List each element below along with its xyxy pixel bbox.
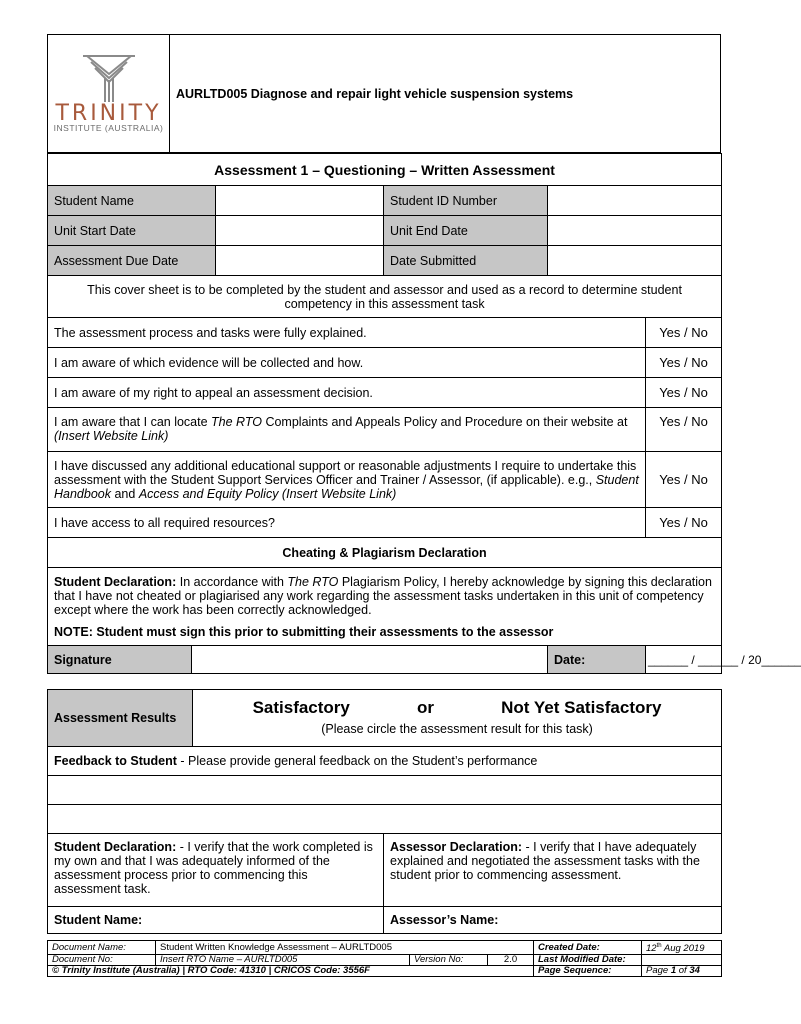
yes-no-resources[interactable]: Yes / No xyxy=(646,508,722,538)
statement-explained: The assessment process and tasks were fully explained. xyxy=(48,318,646,348)
yes-no-support[interactable]: Yes / No xyxy=(646,452,722,508)
statement-complaints-text-2: Complaints and Appeals Policy and Procedure on their website at xyxy=(261,415,628,429)
created-rest: Aug 2019 xyxy=(661,943,705,955)
statement-complaints-link: (Insert Website Link) xyxy=(54,429,169,443)
created-date xyxy=(642,941,722,955)
statement-appeal: I am aware of my right to appeal an assessment decision. xyxy=(48,378,646,408)
feedback-label: Feedback to Student xyxy=(54,754,177,768)
unit-end-field[interactable] xyxy=(548,216,722,246)
assessor-declaration-label: Assessor Declaration: xyxy=(390,840,523,854)
assessment-results xyxy=(47,689,722,934)
student-name-field[interactable] xyxy=(216,186,384,216)
or-text: or xyxy=(417,697,435,717)
statement-support-text: I have discussed any additional educational support or reasonable adjustments I require to undertake this assessment with the Student Support Services Officer and Trainer / Assessor, (if applicable). e.g., xyxy=(54,458,637,487)
statement-support-policy: Access and Equity Policy (Insert Website Link) xyxy=(138,486,397,501)
statement-complaints-text: I am aware that I can locate xyxy=(54,415,212,429)
signature-field[interactable] xyxy=(192,646,548,674)
doc-no: Insert RTO Name – AURLTD005 xyxy=(160,954,298,966)
plagiarism-heading: Cheating & Plagiarism Declaration xyxy=(48,538,722,568)
student-id-field[interactable] xyxy=(548,186,722,216)
student-verify-declaration xyxy=(48,834,384,907)
statement-complaints-rto: The RTO xyxy=(211,415,262,429)
assessor-name-sign[interactable]: Assessor’s Name: xyxy=(384,907,722,934)
feedback-instruction: - Please provide general feedback on the Student’s performance xyxy=(176,754,538,768)
unit-end-label: Unit End Date xyxy=(384,216,548,246)
logo xyxy=(48,35,170,153)
statement-complaints xyxy=(48,408,646,452)
assessor-declaration-text: - I verify that I have adequately explained and negotiated the assessment tasks with the student prior to commencing assessment. xyxy=(390,840,700,882)
results-label: Assessment Results xyxy=(48,690,193,747)
student-verify-label: Student Declaration: xyxy=(54,840,177,854)
feedback-line-2[interactable] xyxy=(48,805,722,834)
assessment-title: Assessment 1 – Questioning – Written Assessment xyxy=(48,154,722,186)
page-word: Page xyxy=(646,965,671,977)
not-yet-satisfactory-option[interactable]: Not Yet Satisfactory xyxy=(501,697,662,717)
created-sup: th xyxy=(656,943,662,949)
trinity-emblem-icon xyxy=(79,52,139,104)
logo-name: TRINITY xyxy=(55,101,162,126)
feedback-line-1[interactable] xyxy=(48,776,722,805)
statement-support-and: and xyxy=(111,486,139,501)
cover-note: This cover sheet is to be completed by the student and assessor and used as a record to determine student competency in this assessment task xyxy=(48,276,722,318)
date-submitted-field[interactable] xyxy=(548,246,722,276)
yes-no-appeal[interactable]: Yes / No xyxy=(646,378,722,408)
yes-no-complaints[interactable]: Yes / No xyxy=(646,408,722,452)
assessment-cover-sheet xyxy=(47,153,801,674)
statement-support xyxy=(48,452,646,508)
student-verify-text: - I verify that the work completed is my own and that I was adequately informed of the assessment process prior to commencing this assessment task. xyxy=(54,840,373,896)
statement-support-handbook: Student Handbook xyxy=(54,472,639,501)
unit-title: AURLTD005 Diagnose and repair light vehicle suspension systems xyxy=(170,35,721,153)
declaration-label: Student Declaration: xyxy=(54,575,177,589)
page-total: 34 xyxy=(689,965,700,977)
signature-label: Signature xyxy=(48,646,192,674)
declaration-note: NOTE: Student must sign this prior to submitting their assessments to the assessor xyxy=(54,625,554,639)
feedback-heading xyxy=(48,747,722,776)
last-modified-label: Last Modified Date: xyxy=(538,954,626,966)
statement-evidence: I am aware of which evidence will be collected and how. xyxy=(48,348,646,378)
unit-start-label: Unit Start Date xyxy=(48,216,216,246)
document-footer xyxy=(47,940,722,977)
doc-name-label: Document Name: xyxy=(52,941,126,953)
statement-resources: I have access to all required resources? xyxy=(48,508,646,538)
yes-no-evidence[interactable]: Yes / No xyxy=(646,348,722,378)
student-name-label: Student Name xyxy=(48,186,216,216)
page-of: of xyxy=(676,965,690,977)
doc-no-label: Document No: xyxy=(52,954,113,966)
logo-subtitle: INSTITUTE (AUSTRALIA) xyxy=(53,123,164,133)
student-name-sign[interactable]: Student Name: xyxy=(48,907,384,934)
student-id-label: Student ID Number xyxy=(384,186,548,216)
date-submitted-label: Date Submitted xyxy=(384,246,548,276)
assessor-declaration xyxy=(384,834,722,907)
declaration-rto: The RTO xyxy=(287,575,339,589)
due-date-field[interactable] xyxy=(216,246,384,276)
due-date-label: Assessment Due Date xyxy=(48,246,216,276)
copyright: © Trinity Institute (Australia) | RTO Code: 41310 | CRICOS Code: 3556F xyxy=(52,965,370,977)
results-options xyxy=(193,690,722,747)
page-number: 1 xyxy=(670,965,677,977)
date-label: Date: xyxy=(548,646,646,674)
created-date-label: Created Date: xyxy=(538,941,600,953)
last-modified-date xyxy=(642,955,722,966)
page-sequence xyxy=(642,966,722,977)
results-instruction: (Please circle the assessment result for this task) xyxy=(321,721,593,736)
version-number: 2.0 xyxy=(488,955,534,966)
date-field[interactable]: ______ / ______ / 20______ xyxy=(646,646,722,674)
page-sequence-label: Page Sequence: xyxy=(538,965,612,977)
doc-name: Student Written Knowledge Assessment – AURLTD005 xyxy=(156,941,534,955)
document-header xyxy=(47,34,721,153)
unit-start-field[interactable] xyxy=(216,216,384,246)
created-day: 12 xyxy=(646,943,657,955)
student-declaration xyxy=(48,568,722,646)
yes-no-explained[interactable]: Yes / No xyxy=(646,318,722,348)
declaration-text-1: In accordance with xyxy=(176,575,288,589)
satisfactory-option[interactable]: Satisfactory xyxy=(252,697,350,717)
version-label: Version No: xyxy=(414,954,464,966)
declaration-text-2: Plagiarism Policy, I hereby acknowledge by signing this declaration that I have not cheated or plagiarised any work regarding the assessment tasks undertaken in this unit of competency except where the work has been correctly acknowledged. xyxy=(54,575,712,617)
